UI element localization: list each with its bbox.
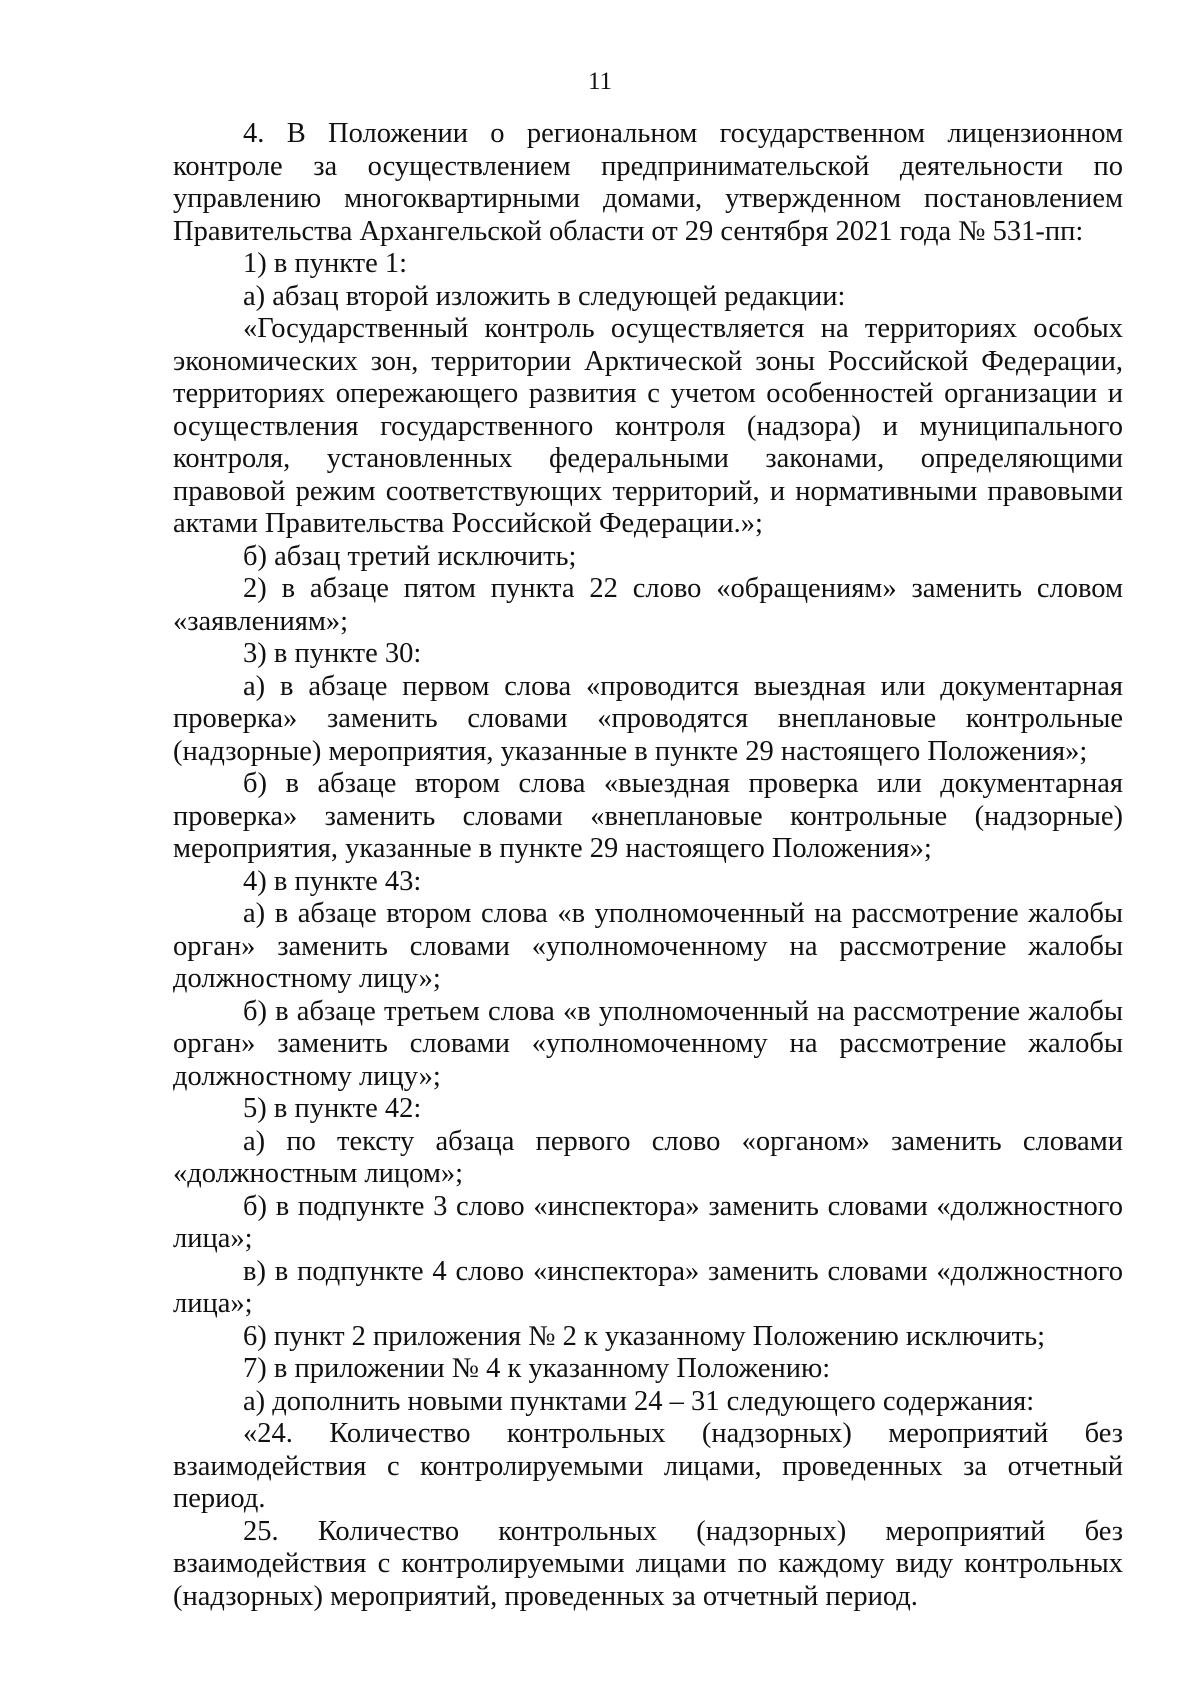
paragraph-new-item-25: 25. Количество контрольных (надзорных) мероприятий без взаимодействия с контролируемыми лицами по каждому виду контрольных (надзорных) мероприятий, проведенных за отчетный период. xyxy=(173,1515,1123,1612)
paragraph-new-item-24: «24. Количество контрольных (надзорных) мероприятий без взаимодействия с контролируемыми лицами, проведенных за отчетный период. xyxy=(173,1418,1123,1514)
paragraph-item-4a: а) в абзаце втором слова «в уполномоченный на рассмотрение жалобы орган» заменить словами «уполномоченному на рассмотрение жалобы должностному лицу»; xyxy=(173,898,1123,994)
document-body xyxy=(173,118,1123,1613)
paragraph-item-2: 2) в абзаце пятом пункта 22 слово «обращениям» заменить словом «заявлениям»; xyxy=(173,573,1123,637)
paragraph-item-7a: а) дополнить новыми пунктами 24 – 31 следующего содержания: xyxy=(243,1385,1035,1417)
paragraph-item-4: 4) в пункте 43: xyxy=(243,865,422,897)
paragraph-item-1b: б) абзац третий исключить; xyxy=(243,540,577,572)
paragraph-item-6: 6) пункт 2 приложения № 2 к указанному Положению исключить; xyxy=(243,1320,1046,1352)
paragraph-item-1: 1) в пункте 1: xyxy=(243,248,408,279)
paragraph-item-5b: б) в подпункте 3 слово «инспектора» заменить словами «должностного лица»; xyxy=(173,1190,1123,1254)
paragraph-quote-state-control: «Государственный контроль осуществляется на территориях особых экономических зон, территории Арктической зоны Российской Федерации, территориях опережающего развития с учетом особенностей организации и осуществления государственного контроля (надзора) и муниципального контроля, установленных федеральными законами, определяющими правовой режим соответствующих территорий, и нормативными правовыми актами Правительства Российской Федерации.»; xyxy=(173,313,1123,539)
paragraph-item-3b: б) в абзаце втором слова «выездная проверка или документарная проверка» заменить словами «внеплановые контрольные (надзорные) мероприятия, указанные в пункте 29 настоящего Положения»; xyxy=(173,768,1123,864)
paragraph-item-7: 7) в приложении № 4 к указанному Положению: xyxy=(243,1353,831,1384)
paragraph-item-3: 3) в пункте 30: xyxy=(243,638,422,669)
paragraph-item-5c: в) в подпункте 4 слово «инспектора» заменить словами «должностного лица»; xyxy=(173,1255,1123,1319)
page-number: 11 xyxy=(587,68,613,95)
paragraph-item-4b: б) в абзаце третьем слова «в уполномоченный на рассмотрение жалобы орган» заменить словами «уполномоченному на рассмотрение жалобы должностному лицу»; xyxy=(173,995,1123,1092)
paragraph-item-5a: а) по тексту абзаца первого слово «органом» заменить словами «должностным лицом»; xyxy=(173,1125,1123,1189)
paragraph-item-1a: а) абзац второй изложить в следующей редакции: xyxy=(243,280,846,312)
paragraph-section-4-intro: 4. В Положении о региональном государственном лицензионном контроле за осуществлением предпринимательской деятельности по управлению многоквартирными домами, утвержденном постановлением Правительства Архангельской области от 29 сентября 2021 года № 531-пп: xyxy=(173,118,1123,247)
paragraph-item-5: 5) в пункте 42: xyxy=(243,1093,422,1124)
paragraph-item-3a: а) в абзаце первом слова «проводится выездная или документарная проверка» заменить словами «проводятся внеплановые контрольные (надзорные) мероприятия, указанные в пункте 29 настоящего Положения»; xyxy=(173,670,1123,767)
